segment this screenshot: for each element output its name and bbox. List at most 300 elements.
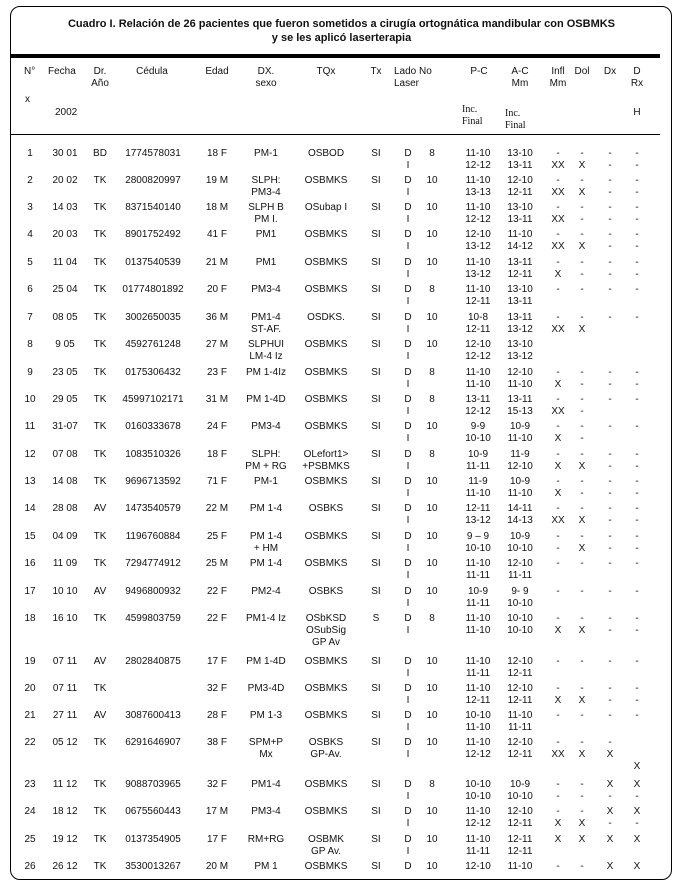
cell-ac: 12-10 12-11 [507,737,533,760]
cell-ac: 11-10 [507,861,533,872]
cell-ac: 10-9 11-10 [507,476,533,499]
cell-drx: - [635,312,639,323]
cell-pc: 11-10 12-12 [465,806,491,829]
cell-dx2: - - [608,531,612,554]
cell-infl: - [556,284,560,295]
cell-tqx: OSBKS GP-Av. [308,737,344,760]
cell-tqx: OSBMKS [304,779,348,790]
cell-edad: 17 M [205,806,229,817]
cell-tx: SI [371,229,381,240]
cell-dr: BD [93,148,107,159]
cell-cedula: 3530013267 [125,861,181,872]
cell-tx: SI [371,476,381,487]
cell-tx: SI [371,656,381,667]
cell-n: 14 [24,503,36,514]
cell-ac: 10-9 11-10 [507,421,533,444]
cell-n: 12 [24,449,36,460]
cell-dx: SLPHUI LM-4 Iz [247,339,285,362]
cell-dx2: - [608,421,612,432]
cell-dx: PM1-4 Iz [245,613,286,624]
cell-dx: PM 1-3 [249,710,283,721]
cell-cedula: 0137354905 [125,834,181,845]
cell-ac: 11-10 14-12 [507,229,533,252]
cell-dx: PM2-4 [251,586,281,597]
cell-lado: D I [404,737,412,760]
cell-no: 10 [426,834,438,845]
cell-drx [627,339,647,363]
cell-tx: SI [371,779,381,790]
cell-ac: 13-11 15-13 [507,394,533,417]
cell-cedula: 9696713592 [125,476,181,487]
cell-fecha: 19 12 [52,834,78,845]
cell-tqx: OSBMKS [304,710,348,721]
cell-infl: - - [556,531,560,554]
cell-drx: - - [635,202,639,225]
cell-lado: D I [404,148,412,171]
cell-tx: SI [371,284,381,295]
cell-drx: - [635,394,639,405]
cell-n: 20 [24,683,36,694]
header-drx: D Rx [630,66,644,89]
table-title: Cuadro I. Relación de 26 pacientes que fueron sometidos a cirugía ortognática mandibular con OSBMKS y se les aplicó laserterapia [67,18,616,44]
cell-dx2: X [606,861,614,872]
cell-drx: X - [633,779,641,802]
cell-ac: 13-10 13-11 [507,284,533,307]
header-dx: DX. sexo [255,66,277,89]
cell-n: 25 [24,834,36,845]
cell-dx: PM 1-4 [249,558,283,569]
cell-fecha: 26 12 [52,861,78,872]
cell-dx: PM-1 [254,476,278,487]
cell-tqx: OSBMK GP Av. [307,834,345,857]
cell-drx: X [633,834,641,845]
cell-drx: - - [635,613,639,636]
cell-dol: X [578,834,586,845]
cell-lado: D I [404,531,412,554]
cell-edad: 22 F [206,613,227,624]
header-pc-sub: Inc. Final [462,104,483,127]
header-pc: P-C [470,66,488,77]
cell-cedula: 8371540140 [125,202,181,213]
cell-fecha: 20 03 [52,229,78,240]
cell-cedula: 4592761248 [125,339,181,350]
cell-dx2: - [608,656,612,667]
cell-dx2: X - [606,806,614,829]
cell-lado: D I [404,175,412,198]
cell-no: 8 [429,284,435,295]
cell-dr: TK [93,476,107,487]
cell-fecha: 08 05 [52,312,78,323]
cell-dx2: - - [608,229,612,252]
cell-pc: 11-10 13-13 [465,175,491,198]
cell-pc: 11-10 12-11 [465,284,491,307]
cell-tx: SI [371,710,381,721]
cell-dr: TK [93,312,107,323]
cell-pc: 11-10 12-12 [465,737,491,760]
cell-edad: 18 F [206,449,227,460]
cell-lado: D I [404,503,412,526]
cell-drx: X - [633,806,641,829]
cell-drx: - - [635,449,639,472]
cell-tqx: OSBMKS [304,558,348,569]
cell-edad: 71 F [206,476,227,487]
cell-drx: - - [635,148,639,171]
cell-cedula: 01774801892 [122,284,184,295]
cell-ac: 9- 9 10-10 [507,586,533,609]
cell-ac: 13-10 13-11 [507,148,533,171]
cell-pc: 10-8 12-11 [465,312,491,335]
cell-pc: 12-10 13-12 [465,229,491,252]
cell-no: 8 [429,613,435,624]
cell-fecha: 30 01 [52,148,78,159]
cell-dol: - [580,284,584,295]
cell-tqx: OSubap I [304,202,348,213]
cell-pc: 12-10 [465,861,491,872]
cell-cedula: 1083510326 [125,449,181,460]
cell-lado: D I [404,284,412,307]
cell-tx: SI [371,394,381,405]
header-tx: Tx [370,66,382,77]
cell-no: 10 [426,710,438,721]
cell-fecha: 9 05 [55,339,75,350]
cell-no: 8 [429,779,435,790]
cell-tx: SI [371,148,381,159]
cell-tqx: OSBMKS [304,476,348,487]
cell-tqx: OLefort1> +PSBMKS [302,449,350,472]
cell-pc: 13-11 12-12 [465,394,491,417]
cell-pc: 9-9 10-10 [465,421,491,444]
cell-ac: 13-11 12-11 [507,257,533,280]
cell-cedula: 7294774912 [125,558,181,569]
cell-ac: 13-10 13-11 [507,202,533,225]
cell-fecha: 23 05 [52,367,78,378]
cell-tqx: OSBKS [308,503,344,514]
cell-cedula: 9496800932 [125,586,181,597]
header-n: N° [24,66,36,77]
cell-lado: D I [404,257,412,280]
cell-infl: - [556,586,560,597]
cell-dx: PM1-4 [251,779,281,790]
cell-dr: TK [93,558,107,569]
cell-infl: - X [554,257,562,280]
cell-tx: SI [371,806,381,817]
cell-fecha: 18 12 [52,806,78,817]
cell-dx2: - - [608,175,612,198]
cell-fecha: 05 12 [52,737,78,748]
cell-lado: D I [404,229,412,252]
cell-lado: D I [404,339,412,362]
cell-n: 15 [24,531,36,542]
cell-no: 8 [429,367,435,378]
header-fecha: Fecha [48,66,76,77]
cell-dx2: - - [608,202,612,225]
cell-infl: - X [554,613,562,636]
cell-pc: 10-10 11-10 [465,710,491,733]
cell-edad: 24 F [206,421,227,432]
cell-no: 10 [426,312,438,323]
cell-dol: - - [580,394,584,417]
cell-dx: PM3-4 [251,284,281,295]
cell-dx2: - - [608,613,612,636]
cell-drx: - [635,710,639,721]
cell-fecha: 27 11 [52,710,78,721]
cell-edad: 20 F [206,284,227,295]
cell-dol: - - [580,421,584,444]
cell-pc: 11-10 12-11 [465,683,491,706]
cell-dx: RM+RG [247,834,285,845]
cell-no: 8 [429,394,435,405]
cell-no: 10 [426,861,438,872]
cell-infl: - [556,656,560,667]
cell-cedula [118,683,188,695]
cell-pc: 11-10 11-11 [465,834,491,857]
cell-fecha: 31-07 [52,421,78,432]
cell-tqx: OSBMKS [304,175,348,186]
cell-drx: - [635,656,639,667]
header-drx-sub: H [633,107,641,118]
cell-tqx: OSBOD [307,148,345,159]
cell-tx: SI [371,531,381,542]
cell-tqx: OSDKS. [307,312,345,323]
cell-ac: 12-10 12-11 [507,806,533,829]
cell-pc: 11-9 11-10 [465,476,491,499]
cell-ac: 12-10 12-11 [507,175,533,198]
header-n-sub: x [25,94,30,105]
cell-dol: - X [578,806,586,829]
header-dol: Dol [574,66,590,77]
cell-cedula: 45997102171 [122,394,184,405]
cell-lado: D I [404,394,412,417]
cell-tx: SI [371,175,381,186]
cell-dr: TK [93,779,107,790]
cell-dol: - - [580,202,584,225]
header-dr: Dr. Año [91,66,109,89]
cell-n: 2 [27,175,33,186]
cell-lado: D I [404,449,412,472]
cell-tx: SI [371,834,381,845]
cell-pc: 12-10 12-12 [465,339,491,362]
cell-tx: SI [371,683,381,694]
cell-dx: PM3-4D [247,683,285,694]
cell-drx: X [633,761,641,772]
cell-tqx: OSBMKS [304,367,348,378]
cell-dol: - - [580,476,584,499]
cell-infl: - XX [551,148,565,171]
cell-ac: 11-9 12-10 [507,449,533,472]
cell-n: 23 [24,779,36,790]
cell-infl: - X [554,421,562,444]
cell-tqx: OSBMKS [304,683,348,694]
cell-edad: 25 F [206,531,227,542]
cell-dr: TK [93,175,107,186]
cell-lado: D I [404,558,412,581]
cell-infl: - X [554,476,562,499]
cell-lado: D I [404,613,412,636]
cell-tqx: OSBMKS [304,229,348,240]
cell-pc: 9 – 9 10-10 [465,531,491,554]
cell-edad: 23 F [206,367,227,378]
cell-tqx: OSBMKS [304,339,348,350]
cell-infl: - XX [551,202,565,225]
cell-edad: 36 M [205,312,229,323]
cell-drx: - [635,586,639,597]
cell-tx: SI [371,558,381,569]
cell-tx: SI [371,257,381,268]
cell-dx: PM 1-4D [246,394,286,405]
cell-dx: SLPH B PM I. [248,202,284,225]
cell-dx2 [600,339,620,363]
cell-edad: 28 F [206,710,227,721]
cell-dol: - [580,558,584,569]
cell-dx: PM3-4 [251,806,281,817]
cell-infl: - - [556,779,560,802]
header-lado: Lado No Laser [394,66,432,89]
cell-no: 10 [426,339,438,350]
cell-tx: SI [371,586,381,597]
cell-drx: - - [635,229,639,252]
cell-dol: - X [578,613,586,636]
cell-ac: 11-10 11-11 [507,710,533,733]
cell-dol: - X [578,531,586,554]
cell-dx2: - [608,586,612,597]
cell-dx: SLPH: PM + RG [245,449,287,472]
cell-fecha: 10 10 [52,586,78,597]
cell-dx: PM-1 [254,148,278,159]
cell-drx: - - [635,683,639,706]
cell-dx2: - - [608,503,612,526]
header-cedula: Cédula [136,66,168,77]
cell-lado: D I [404,312,412,335]
cell-dx2: - [608,394,612,405]
cell-n: 11 [24,421,36,432]
cell-fecha: 20 02 [52,175,78,186]
cell-edad: 20 M [205,861,229,872]
cell-drx: - [635,558,639,569]
cell-pc: 11-10 11-11 [465,558,491,581]
cell-tqx: OSBMKS [304,394,348,405]
cell-lado: D I [404,834,412,857]
cell-pc: 10-9 11-11 [465,586,491,609]
cell-edad: 19 M [205,175,229,186]
cell-drx: X [633,861,641,872]
cell-lado: D I [404,476,412,499]
cell-dr: TK [93,367,107,378]
cell-dx2: - - [608,257,612,280]
cell-dol: - X [578,312,586,335]
cell-ac: 13-10 13-12 [507,339,533,362]
cell-n: 7 [27,312,33,323]
cell-n: 3 [27,202,33,213]
cell-dol: - [580,861,584,872]
cell-dol: - X [578,449,586,472]
cell-infl: - X [554,683,562,706]
cell-pc: 11-10 11-10 [465,613,491,636]
cell-dol [572,339,592,363]
cell-fecha: 16 10 [52,613,78,624]
cell-drx: - [635,421,639,432]
cell-tqx: OSBMKS [304,656,348,667]
cell-pc: 12-11 13-12 [465,503,491,526]
cell-dr: AV [93,656,107,667]
cell-dr: TK [93,339,107,350]
cell-pc: 11-10 13-12 [465,257,491,280]
cell-pc: 10-10 10-10 [465,779,491,802]
cell-cedula: 4599803759 [125,613,181,624]
cell-tqx: OSbKSD OSubSig GP Av [305,613,347,648]
cell-dx2: - - [608,476,612,499]
cell-dx2: - - [608,683,612,706]
cell-infl: - [556,861,560,872]
cell-dr: TK [93,421,107,432]
cell-tx: SI [371,503,381,514]
cell-infl: - XX [551,175,565,198]
cell-infl: - X [554,449,562,472]
cell-no: 10 [426,806,438,817]
cell-dr: TK [93,257,107,268]
header-ac-sub: Inc. Final [505,108,526,131]
cell-drx: - - [635,367,639,390]
cell-lado: D I [404,779,412,802]
cell-dol: - X [578,737,586,760]
cell-drx: - - [635,531,639,554]
cell-infl: - XX [551,394,565,417]
cell-dx2: - - [608,148,612,171]
cell-drx: - [635,284,639,295]
cell-cedula: 8901752492 [125,229,181,240]
cell-drx: - - [635,476,639,499]
cell-edad: 25 M [205,558,229,569]
cell-dr: TK [93,202,107,213]
cell-lado: D I [404,202,412,225]
cell-no: 10 [426,202,438,213]
cell-fecha: 07 11 [52,656,78,667]
cell-n: 4 [27,229,33,240]
cell-n: 13 [24,476,36,487]
cell-cedula: 6291646907 [125,737,181,748]
cell-cedula: 0675560443 [125,806,181,817]
cell-lado: D I [404,367,412,390]
cell-no: 10 [426,257,438,268]
cell-pc: 11-10 12-12 [465,148,491,171]
cell-n: 18 [24,613,36,624]
cell-cedula: 0160333678 [125,421,181,432]
cell-fecha: 14 08 [52,476,78,487]
cell-n: 9 [27,367,33,378]
cell-dr: TK [93,834,107,845]
cell-dx: PM 1-4D [246,656,286,667]
cell-infl: - XX [551,229,565,252]
cell-n: 5 [27,257,33,268]
cell-tx: SI [371,367,381,378]
cell-infl: - [556,558,560,569]
cell-no: 10 [426,229,438,240]
cell-tqx: OSBMKS [304,806,348,817]
cell-cedula: 1774578031 [125,148,181,159]
cell-tx: SI [371,737,381,748]
cell-edad: 38 F [206,737,227,748]
cell-tqx: OSBMKS [304,531,348,542]
cell-n: 22 [24,737,36,748]
cell-dol: - - [580,779,584,802]
cell-ac: 10-10 10-10 [507,613,533,636]
cell-lado: D I [404,656,412,679]
cell-tx: SI [371,312,381,323]
cell-lado: D I [404,683,412,706]
cell-dr: TK [93,861,107,872]
cell-pc: 10-9 11-11 [465,449,491,472]
cell-no: 10 [426,503,438,514]
cell-edad: 18 M [205,202,229,213]
